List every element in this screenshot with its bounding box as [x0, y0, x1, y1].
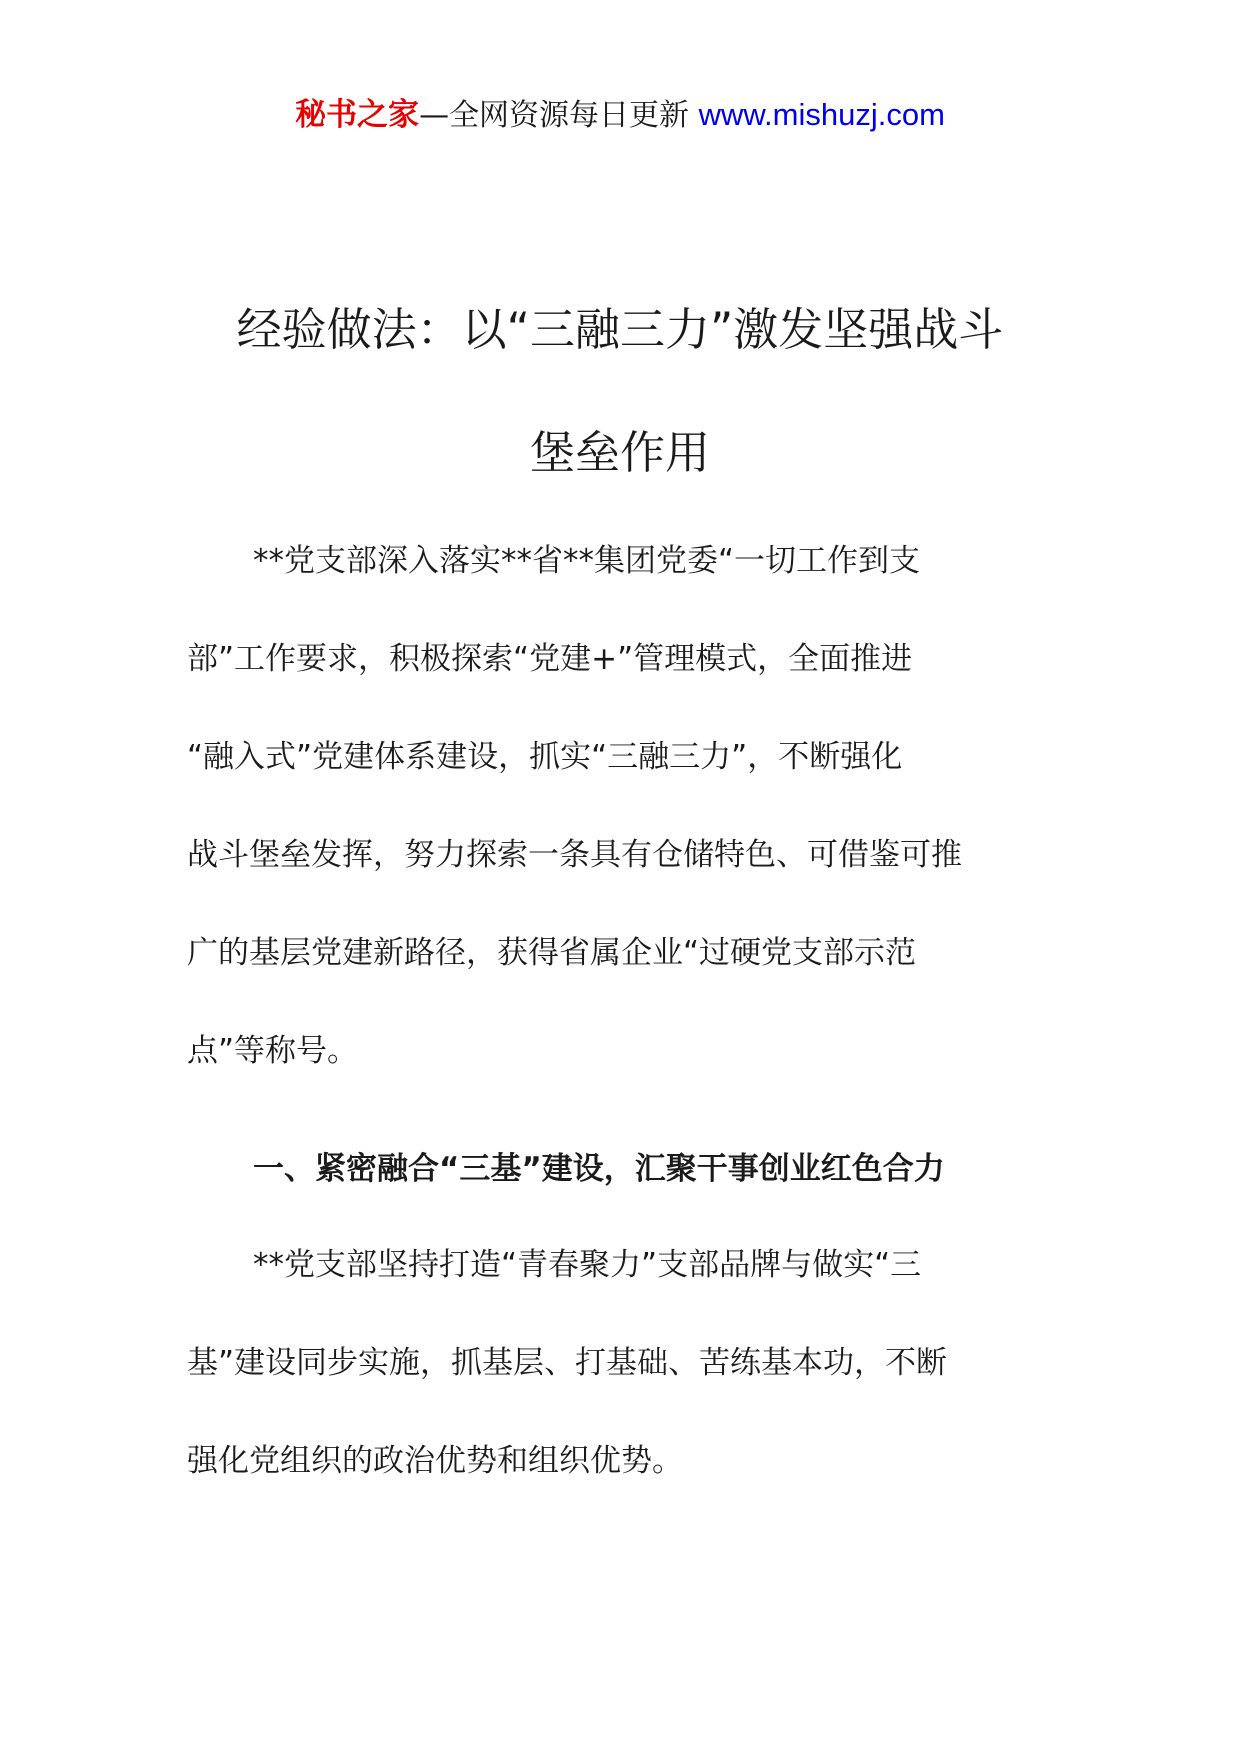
document-title [180, 268, 1060, 514]
paragraph-line: **党支部坚持打造“青春聚力”支部品牌与做实“三 [253, 1247, 922, 1283]
brand-name: 秘书之家 [295, 97, 420, 133]
paragraph-line: 战斗堡垒发挥，努力探索一条具有仓储特色、可借鉴可推 [187, 837, 962, 873]
paragraph-line: 部”工作要求，积极探索“党建+”管理模式，全面推进 [187, 641, 913, 677]
title-line: 堡垒作用 [529, 426, 710, 479]
header-slogan: —全网资源每日更新 [419, 98, 699, 133]
paragraph-line: 广的基层党建新路径，获得省属企业“过硬党支部示范 [187, 935, 917, 971]
page-header [0, 95, 1240, 136]
site-url-link[interactable]: www.mishuzj.com [698, 97, 945, 132]
paragraph-line: **党支部深入落实**省**集团党委“一切工作到支 [253, 543, 921, 579]
section-heading: 一、紧密融合“三基”建设，汇聚干事创业红色合力 [253, 1151, 945, 1187]
title-line: 经验做法：以“三融三力”激发坚强战斗 [236, 303, 1004, 356]
paragraph-line: 基”建设同步实施，抓基层、打基础、苦练基本功，不断 [187, 1345, 948, 1381]
intro-paragraph [187, 512, 1027, 1100]
paragraph-line: “融入式”党建体系建设，抓实“三融三力”，不断强化 [187, 739, 903, 775]
paragraph-line: 强化党组织的政治优势和组织优势。 [187, 1443, 683, 1479]
section-paragraph [187, 1216, 1027, 1510]
paragraph-line: 点”等称号。 [187, 1033, 359, 1069]
